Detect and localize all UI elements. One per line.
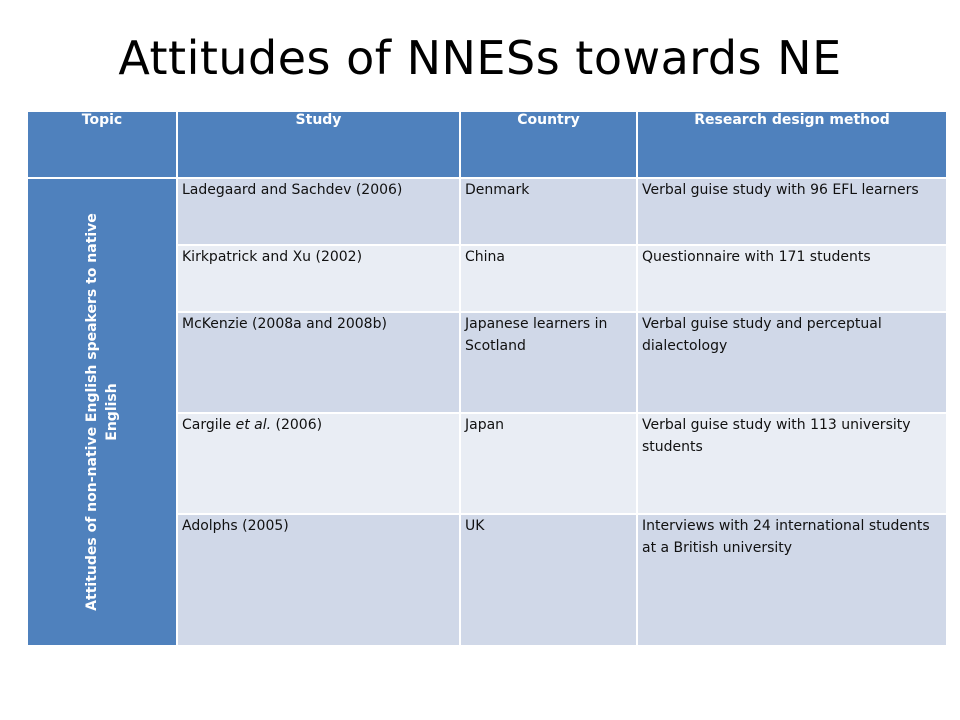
study-cell: Adolphs (2005) xyxy=(177,514,460,646)
method-cell: Verbal guise study with 113 university students xyxy=(637,413,947,514)
study-prefix: Cargile xyxy=(182,417,236,433)
study-cell: Ladegaard and Sachdev (2006) xyxy=(177,178,460,245)
method-cell: Verbal guise study and perceptual dialectology xyxy=(637,312,947,413)
method-cell: Questionnaire with 171 students xyxy=(637,245,947,312)
slide-title: Attitudes of NNESs towards NE xyxy=(118,31,842,85)
header-topic: Topic xyxy=(27,111,177,178)
method-cell: Interviews with 24 international students at a British university xyxy=(637,514,947,646)
topic-cell xyxy=(27,178,177,646)
study-cell: McKenzie (2008a and 2008b) xyxy=(177,312,460,413)
study-suffix: (2006) xyxy=(271,417,323,433)
header-country: Country xyxy=(460,111,637,178)
table-header-row xyxy=(27,111,947,178)
header-study: Study xyxy=(177,111,460,178)
method-cell: Verbal guise study with 96 EFL learners xyxy=(637,178,947,245)
study-cell: Kirkpatrick and Xu (2002) xyxy=(177,245,460,312)
country-cell: China xyxy=(460,245,637,312)
country-cell: Japanese learners in Scotland xyxy=(460,312,637,413)
topic-label: Attitudes of non-native English speakers to native English xyxy=(84,213,120,611)
country-cell: Denmark xyxy=(460,178,637,245)
country-cell: Japan xyxy=(460,413,637,514)
table-row xyxy=(27,178,947,245)
header-method: Research design method xyxy=(637,111,947,178)
country-cell: UK xyxy=(460,514,637,646)
study-cell xyxy=(177,413,460,514)
study-italic: et al. xyxy=(235,417,272,433)
studies-table xyxy=(26,110,948,647)
